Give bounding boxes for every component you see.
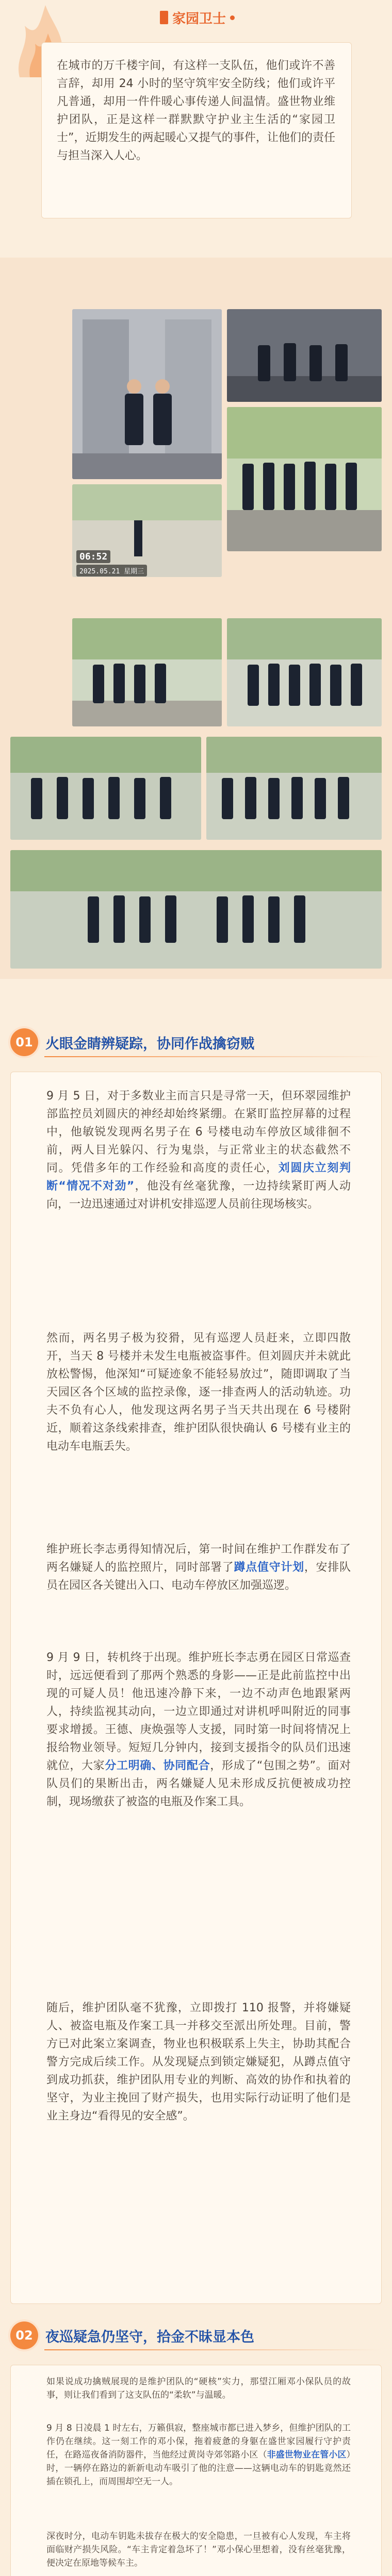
- s1-p4-text-a: 9 月 9 日，转机终于出现。维护班长李志勇在园区日常巡查时，远远便看到了那两个熟悉的身影——正是此前监控中出现的可疑人员！他迅速冷静下来，一边不动声色地跟紧两人，持续监视其动向，一边立即通过对讲机呼叫附近的同事要求增援。王德、庚焕强等人支援，同时第一时间将情况上报给物业领导。短短几分钟内，接到支援指令的队员们迅速就位，大家: [46, 1651, 351, 1772]
- s1-p4-highlight: 分工明确、协同配合: [105, 1759, 210, 1772]
- s1-p3-highlight: 蹲点值守计划: [234, 1561, 304, 1574]
- section-1-paragraph-5: 随后，维护团队毫不犹豫，立即拨打 110 报警，并将嫌疑人、被盗电瓶及作案工具一并移交至派出所处理。目前，警方已对此案立案调查，物业也积极联系上失主，协助其配合警方完成后续工作。从发现疑点到锁定嫌疑犯，从蹲点值守到成功抓获，维护团队用专业的判断、高效的协作和执着的坚守，为业主挽回了财产损失，也用实际行动证明了他们是业主身边“看得见的安全感”。: [46, 2002, 351, 2123]
- s1-p3-text-a: 维护班长李志勇得知情况后，第一时间在维护工作群发布了两名嫌疑人的监控照片，同时部署了: [46, 1543, 351, 1574]
- photo-outdoor-group-right: [227, 618, 382, 726]
- section-1-paragraph-1: [46, 1087, 351, 1213]
- section-1-paragraph-4: [46, 1649, 351, 1811]
- intro-paragraph: 在城市的万千楼宇间，有这样一支队伍，他们或许不善言辞，却用 24 小时的坚守筑牢安全防线；他们或许平凡普通，却用一件件暖心事传递人间温情。盛世物业维护团队，正是这样一群默默守护业主生活的“家园卫士”，近期发生的两起暖心又提气的事件，让他们的责任与担当深入人心。: [57, 59, 335, 162]
- section-2-paragraph-1: 如果说成功擒贼展现的是维护团队的“硬核”实力，那望江厢邓小保队员的故事，则让我们看到了这支队伍的“柔软”与温暖。: [46, 2377, 351, 2400]
- s2-p2-text-a: 9 月 8 日凌晨 1 时左右，万籁俱寂，整座城市都已进入梦乡，但维护团队的工作仍在继续。这一刻工作的邓小保，拖着疲惫的身躯在盛世家园履行守护责任，在路巡夜备消防器件，当他经过黄岗寺郊邻路小区（: [46, 2423, 351, 2460]
- section-2-underline: [44, 2349, 382, 2350]
- section-2-title: 夜巡疑急仍坚守，拾金不昧显本色: [45, 2329, 254, 2345]
- section-1-paragraph-3: [46, 1540, 351, 1595]
- section-2-paragraph-2: [46, 2421, 351, 2488]
- photo-guards-lobby: [227, 309, 382, 402]
- section-tag: [160, 7, 237, 28]
- s1-p3-text-b: ，安排队员在园区各关键出入口、电动车停放区加强巡逻。: [46, 1561, 351, 1592]
- section-1-title: 火眼金睛辨疑踪，协同作战擒窃贼: [45, 1036, 254, 1052]
- section-1-header: [0, 1025, 392, 1059]
- tag-marker: [160, 11, 168, 24]
- photo-guards-corridor: [72, 309, 222, 479]
- s1-p1-text-b: ，他没有丝毫犹豫，一边持续紧盯两人动向，一边迅速通过对讲机安排巡逻人员前往现场核实。: [46, 1180, 351, 1211]
- photo-wide-group-left: [10, 737, 201, 840]
- s1-p1-text-a: 9 月 5 日，对于多数业主而言只是寻常一天，但环翠园维护部监控员刘圆庆的神经却始终紧绷。在紧盯监控屏幕的过程中，他敏锐发现两名男子在 6 号楼电动车停放区域徘徊不前，两人目光躲闪、行为鬼祟，与正常业主的状态截然不同。凭借多年的工作经验和高度的责任心，: [46, 1090, 351, 1175]
- photo-timestamp: 06:52: [76, 550, 110, 563]
- photo-outdoor-group-left: [72, 618, 222, 726]
- section-2-paragraph-3: 深夜时分，电动车钥匙未拔存在极大的安全隐患，一旦被有心人发现，车主将面临财产损失风险。“车主肯定着急坏了！”邓小保心里想着，没有丝毫犹豫，便决定在原地等候车主。: [46, 2531, 351, 2568]
- section-1-paragraph-2: 然而，两名男子极为狡猾，见有巡逻人员赶来，立即四散开，当天 8 号楼并未发生电瓶被盗事件。但刘圆庆并未就此放松警惕，他深知“可疑迹象不能轻易放过”，随即调取了当天园区各个区域的监控录像，逐一排查两人的活动轨迹。功夫不负有心人，他发现这两名男子当天共出现在 6 号楼附近，顺着这条线索排查，维护团队很快确认 6 号楼有业主的电动车电瓶丢失。: [46, 1332, 351, 1453]
- photo-datestamp: 2025.05.21 星期三: [76, 565, 147, 577]
- section-2-number: 02: [10, 2321, 38, 2349]
- section-1-number: 01: [10, 1028, 38, 1056]
- photo-wide-group-right: [206, 737, 382, 840]
- section-1-underline: [44, 1056, 382, 1057]
- section-2-header: [0, 2318, 392, 2352]
- s2-p2-text-b: ）时，一辆停在路边的新新电动车吸引了他的注意——这辆电动车的钥匙竟然还插在锁孔上，而周围却空无一人。: [46, 2450, 351, 2487]
- s1-p4-text-b: ，形成了“包围之势”。面对队员们的果断出击，两名嫌疑人见未形成反抗便被成功控制，现场缴获了被盗的电瓶及作案工具。: [46, 1759, 351, 1808]
- tag-label: 家园卫士: [172, 11, 226, 27]
- tag-dot: [230, 15, 235, 20]
- photo-plaza-group: [10, 850, 382, 969]
- s2-p2-highlight: 非盛世物业在管小区: [267, 2450, 347, 2460]
- photo-guards-outdoor-line: [227, 407, 382, 551]
- s1-p1-highlight: 刘圆庆立刻判断“情况不对劲”: [46, 1162, 351, 1193]
- photo-plaza-stamp: [72, 484, 222, 577]
